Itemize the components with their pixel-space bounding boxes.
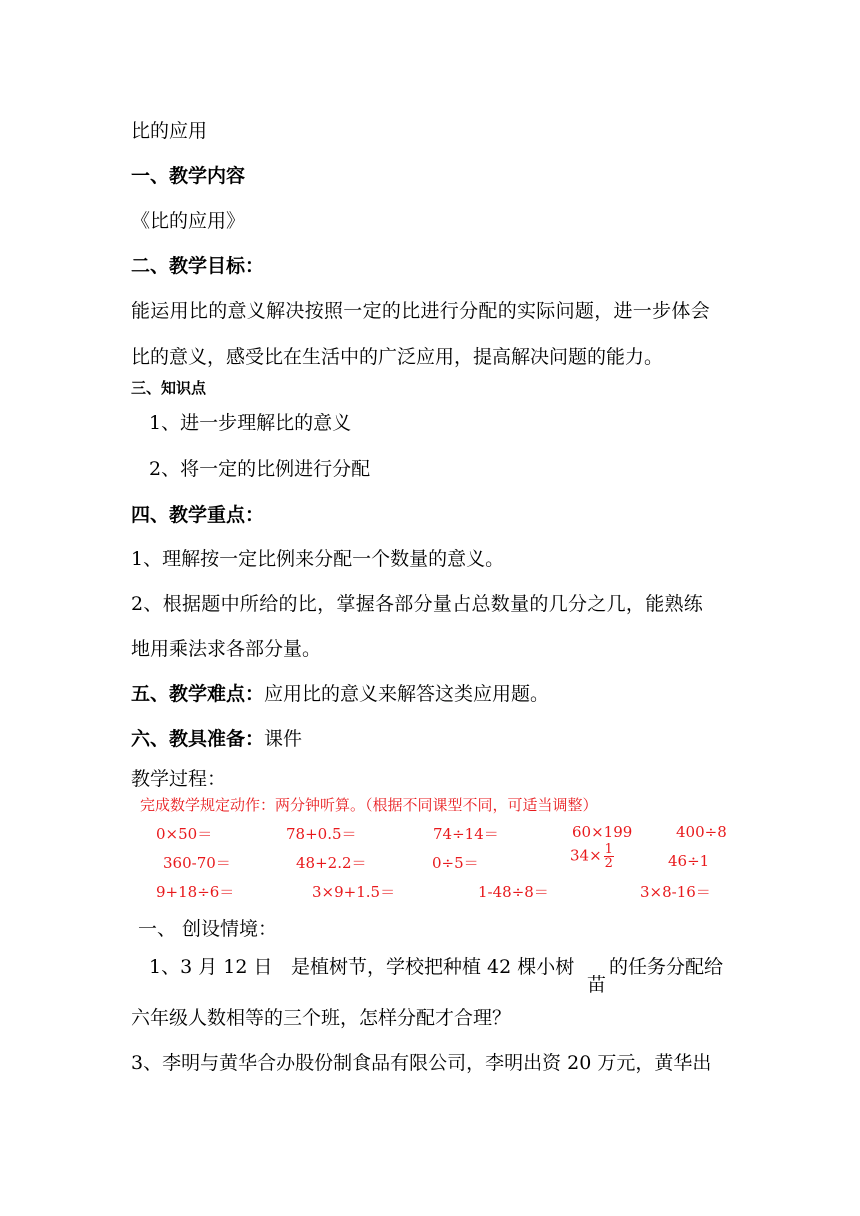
- scenario-heading: 一、 创设情境：: [138, 918, 278, 940]
- doc-title: 比的应用: [131, 120, 208, 142]
- section-5-row: [131, 679, 549, 706]
- section-5-content: 应用比的意义来解答这类应用题。: [264, 683, 550, 705]
- section-6-content: 课件: [264, 728, 303, 750]
- scenario-1-subscript: 苗: [587, 974, 607, 996]
- arith-r1-3: 74÷14＝: [433, 825, 499, 843]
- arith-r3-2: 3×9+1.5＝: [312, 883, 396, 901]
- section-1-heading: 一、教学内容: [131, 165, 246, 187]
- fraction-numerator: 1: [604, 842, 613, 857]
- fraction: [604, 843, 614, 870]
- scenario-1-part-b: 是植树节，学校把种植 42 棵小树: [291, 956, 575, 978]
- arith-r3-1: 9+18÷6＝: [156, 883, 235, 901]
- section-4-item-1: 1、理解按一定比例来分配一个数量的意义。: [131, 548, 505, 570]
- section-6-row: [131, 724, 302, 751]
- arith-r1-1: 0×50＝: [156, 825, 213, 843]
- section-2-heading: 二、教学目标：: [131, 255, 265, 277]
- section-2-line-2: 比的意义，感受比在生活中的广泛应用，提高解决问题的能力。: [131, 346, 664, 368]
- arith-r2-4: [570, 843, 614, 870]
- scenario-3-line-1: 3、李明与黄华合办股份制食品有限公司，李明出资 20 万元，黄华出: [131, 1052, 712, 1074]
- section-1-content: 《比的应用》: [131, 210, 246, 232]
- section-3-item-2: 2、将一定的比例进行分配: [149, 458, 371, 480]
- section-6-heading: 六、教具准备：: [131, 728, 265, 750]
- section-3-item-1: 1、进一步理解比的意义: [149, 412, 352, 434]
- section-5-heading: 五、教学难点：: [131, 683, 265, 705]
- arith-r2-2: 48+2.2＝: [296, 854, 367, 872]
- arith-r2-4-prefix: 34×: [570, 846, 602, 865]
- scenario-1-part-a: 1、3 月 12 日: [149, 956, 273, 978]
- fraction-denominator: 2: [604, 856, 613, 871]
- section-4-heading: 四、教学重点：: [131, 504, 265, 526]
- scenario-1-part-c: 的任务分配给: [609, 956, 724, 978]
- arith-r1-5: 400÷8: [676, 823, 727, 841]
- arith-r3-4: 3×8-16＝: [640, 883, 711, 901]
- warmup-note: 完成数学规定动作：两分钟听算。（根据不同课型不同，可适当调整）: [140, 796, 598, 814]
- section-3-heading: 三、知识点: [131, 379, 207, 397]
- section-2-line-1: 能运用比的意义解决按照一定的比进行分配的实际问题，进一步体会: [131, 300, 711, 322]
- arith-r2-1: 360-70＝: [163, 854, 231, 872]
- section-4-item-2-line-1: 2、根据题中所给的比，掌握各部分量占总数量的几分之几，能熟练: [131, 593, 704, 615]
- process-heading: 教学过程：: [131, 768, 227, 790]
- scenario-1-line-2: 六年级人数相等的三个班，怎样分配才合理？: [131, 1007, 512, 1029]
- arith-r1-4: 60×199: [572, 823, 633, 841]
- section-4-item-2-line-2: 地用乘法求各部分量。: [131, 638, 322, 660]
- arith-r3-3: 1-48÷8＝: [478, 883, 549, 901]
- arith-r2-3: 0÷5＝: [432, 854, 479, 872]
- arith-r2-5: 46÷1: [668, 852, 710, 870]
- arith-r1-2: 78+0.5＝: [286, 825, 357, 843]
